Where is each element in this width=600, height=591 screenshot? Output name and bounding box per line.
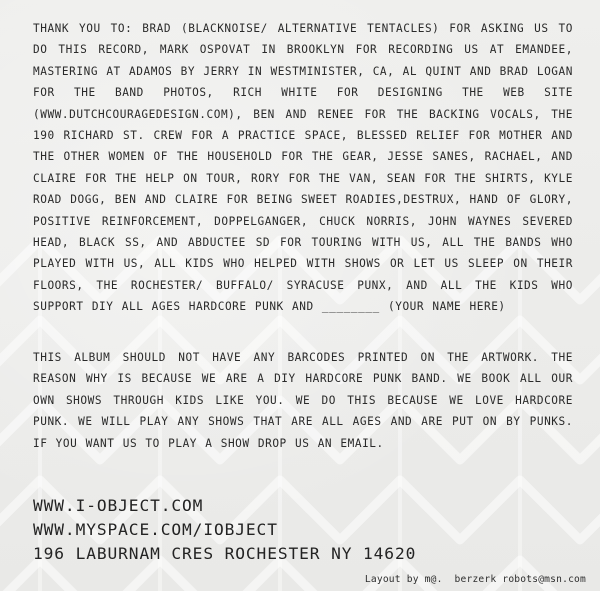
mailing-address: 196 LABURNAM CRES ROCHESTER NY 14620 <box>33 544 417 563</box>
layout-credits: Layout by m@. berzerk robots@msn.com <box>364 574 586 585</box>
thank-you-paragraph: THANK YOU TO: BRAD (BLACKNOISE/ ALTERNATIVE TENTACLES) FOR ASKING US TO DO THIS RECORD, MARK OSPOVAT IN BROOKLYN FOR RECORDING US AT EMANDEE, MASTERING AT ADAMOS BY JERRY IN WESTMINISTER, CA, AL QUINT AND BRAD LOGAN FOR THE BAND PHOTOS, RICH WHITE FOR DESIGNING THE WEB SITE (WWW.DUTCHCOURAGEDESIGN.COM), BEN AND RENEE FOR THE BACKING VOCALS, THE 190 RICHARD ST. CREW FOR A PRACTICE SPACE, BLESSED RELIEF FOR MOTHER AND THE OTHER WOMEN OF THE HOUSEHOLD FOR THE GEAR, JESSE SANES, RACHAEL, AND CLAIRE FOR THE HELP ON TOUR, RORY FOR THE VAN, SEAN FOR THE SHIRTS, KYLE ROAD DOGG, BEN AND CLAIRE FOR BEING SWEET ROADIES,DESTRUX, HAND OF GLORY, POSITIVE REINFORCEMENT, DOPPELGANGER, CHUCK NORRIS, JOHN WAYNES SEVERED HEAD, BLACK SS, AND ABDUCTEE SD FOR TOURING WITH US, ALL THE BANDS WHO PLAYED WITH US, ALL KIDS WHO HELPED WITH SHOWS OR LET US SLEEP ON THEIR FLOORS, THE ROCHESTER/ BUFFALO/ SYRACUSE PUNX, AND ALL THE KIDS WHO SUPPORT DIY ALL AGES HARDCORE PUNK AND ________ (YOUR NAME HERE) <box>33 22 573 314</box>
website-url[interactable]: WWW.I-OBJECT.COM <box>33 496 204 515</box>
myspace-url[interactable]: WWW.MYSPACE.COM/IOBJECT <box>33 520 278 539</box>
no-barcode-statement: THIS ALBUM SHOULD NOT HAVE ANY BARCODES PRINTED ON THE ARTWORK. THE REASON WHY IS BECAUSE WE ARE A DIY HARDCORE PUNK BAND. WE BOOK ALL OUR OWN SHOWS THROUGH KIDS LIKE YOU. WE DO THIS BECAUSE WE LOVE HARDCORE PUNK. WE WILL PLAY ANY SHOWS THAT ARE ALL AGES AND ARE PUT ON BY PUNKS. IF YOU WANT US TO PLAY A SHOW DROP US AN EMAIL. <box>33 351 573 450</box>
